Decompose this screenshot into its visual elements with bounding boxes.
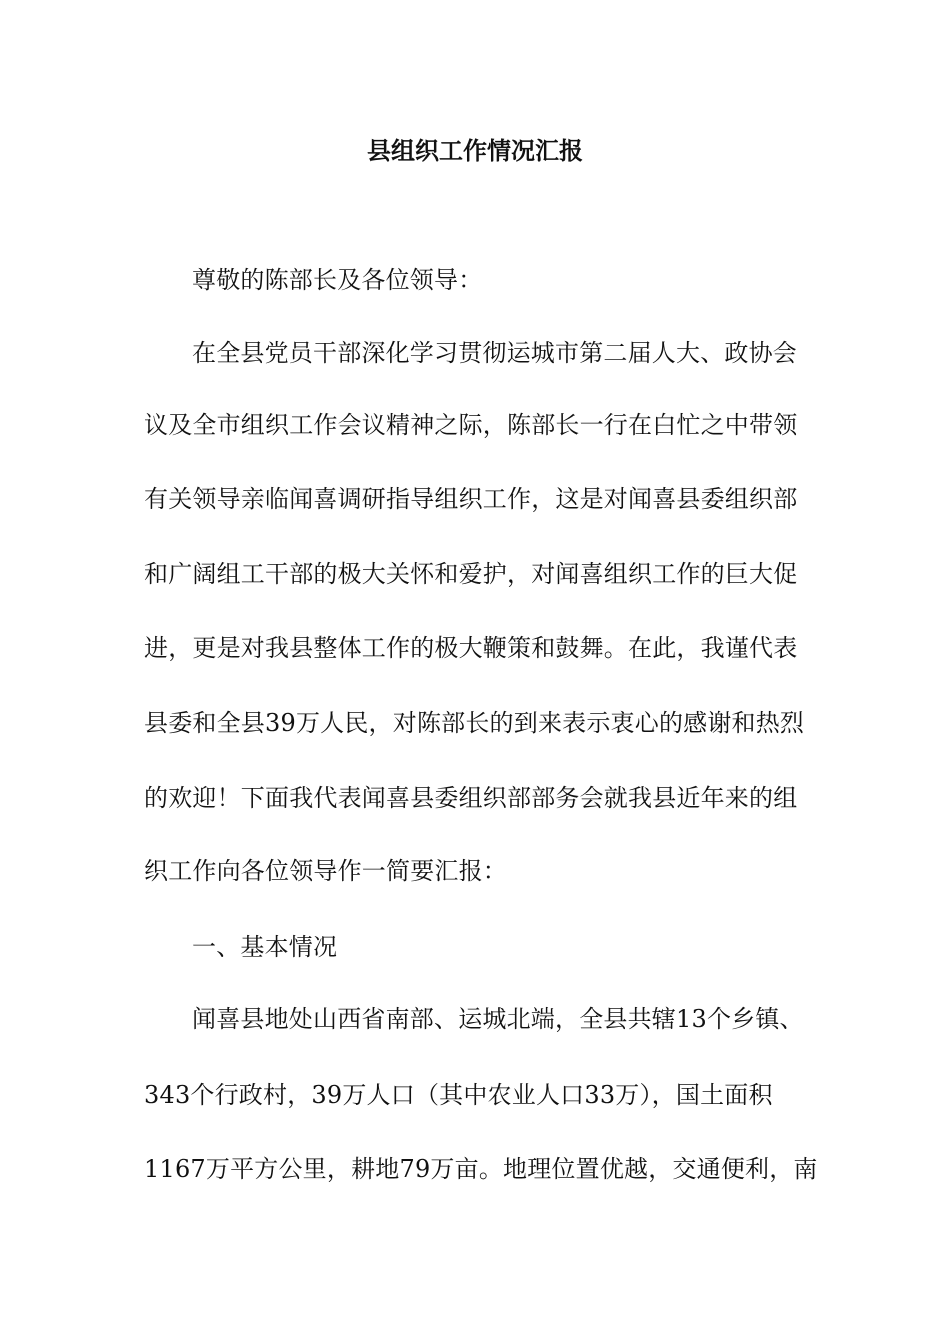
paragraph-line: 闻喜县地处山西省南部、运城北端，全县共辖13个乡镇、 [192, 1005, 804, 1033]
paragraph-line: 的欢迎！下面我代表闻喜县委组织部部务会就我县近年来的组 [144, 784, 798, 812]
paragraph-line: 和广阔组工干部的极大关怀和爱护，对闻喜组织工作的巨大促 [144, 560, 798, 588]
paragraph-line: 343个行政村，39万人口（其中农业人口33万），国土面积 [144, 1081, 773, 1109]
paragraph-line: 织工作向各位领导作一简要汇报： [144, 857, 507, 885]
paragraph-line: 有关领导亲临闻喜调研指导组织工作，这是对闻喜县委组织部 [144, 485, 798, 513]
paragraph-line: 在全县党员干部深化学习贯彻运城市第二届人大、政协会 [192, 339, 797, 367]
paragraph-line: 1167万平方公里，耕地79万亩。地理位置优越，交通便利，南 [144, 1155, 818, 1183]
paragraph-line: 进，更是对我县整体工作的极大鞭策和鼓舞。在此，我谨代表 [144, 634, 798, 662]
paragraph-line: 议及全市组织工作会议精神之际，陈部长一行在白忙之中带领 [144, 411, 798, 439]
document-title: 县组织工作情况汇报 [367, 137, 583, 165]
section-heading: 一、基本情况 [192, 933, 338, 961]
paragraph-line: 县委和全县39万人民，对陈部长的到来表示衷心的感谢和热烈 [144, 709, 805, 737]
salutation-line: 尊敬的陈部长及各位领导： [192, 266, 483, 294]
